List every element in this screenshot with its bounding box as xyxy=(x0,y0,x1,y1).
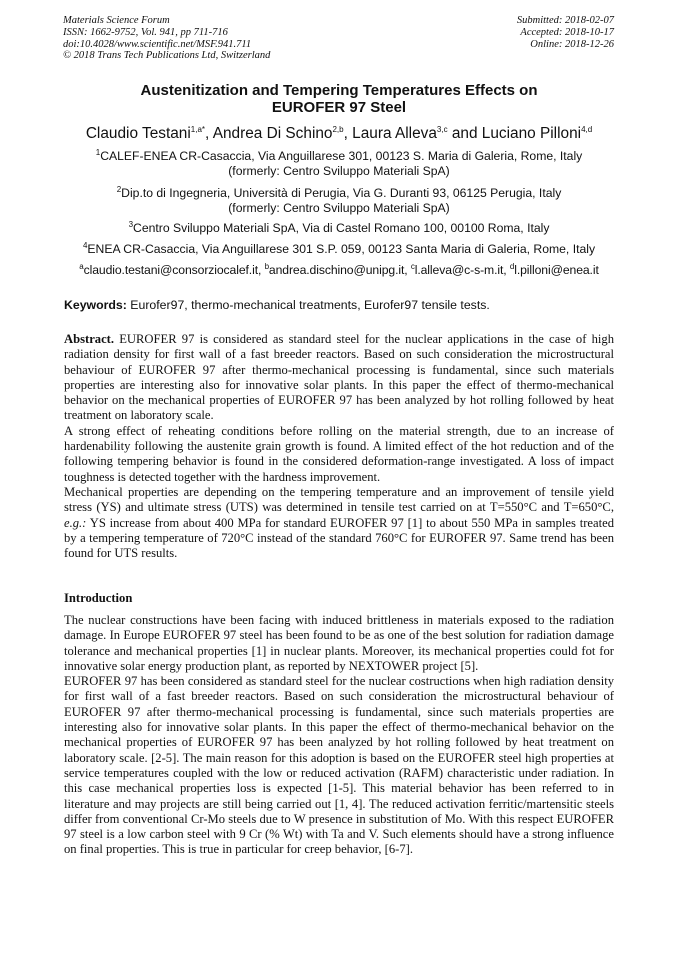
title-line-2: EUROFER 97 Steel xyxy=(271,99,407,116)
affiliation-sup: 3 xyxy=(128,219,134,229)
doi-line: doi:10.4028/www.scientific.net/MSF.941.711 xyxy=(63,38,252,50)
email-sup: b xyxy=(264,261,269,271)
email-list xyxy=(40,263,638,278)
section-heading: Introduction xyxy=(64,591,133,605)
issn-line: ISSN: 1662-9752, Vol. 941, pp 711-716 xyxy=(63,26,228,38)
submission-dates xyxy=(517,15,614,50)
affiliation-1 xyxy=(40,149,638,179)
author-name: Laura Alleva xyxy=(352,125,437,142)
keywords-label: Keywords: xyxy=(64,298,127,312)
email-address: andrea.dischino@unipg.it, xyxy=(268,263,411,277)
email-address: l.pilloni@enea.it xyxy=(514,263,599,277)
keywords xyxy=(64,298,614,313)
abstract-paragraph: A strong effect of reheating conditions before rolling on the material strength, due to an increase of hardenability following the austenite grain growth is found. A limited effect of the hot reduction and of the following tempering behavior is found in the considered deformation-range investigated. A loss of impact toughness is detected together with the hardness improvement. xyxy=(64,423,614,484)
affiliation-line: Dip.to di Ingegneria, Università di Perugia, Via G. Duranti 93, 06125 Perugia, Italy xyxy=(121,186,562,200)
author-sup: 1,a* xyxy=(190,124,205,134)
author-sep: , xyxy=(343,125,353,142)
author-sup: 3,c xyxy=(436,124,448,134)
introduction-body xyxy=(64,613,614,858)
affiliation-sup: 2 xyxy=(116,184,122,194)
online-date: Online: 2018-12-26 xyxy=(530,38,614,50)
email-sup: c xyxy=(410,261,415,271)
intro-paragraph: EUROFER 97 has been considered as standard steel for the nuclear costructions when high radiation density for first wall of a fast breeder reactors. Based on such consideration the microstructural behaviour of EUROFER 97 after thermo-mechanical processing is fundamental, since such materials properties are interesting also for innovative solar plants. In this paper the effect of thermo-mechanical behavior on the mechanical properties of EUROFER 97 has been analyzed by hot rolling followed by heat treatment on laboratory scale. [2-5]. The main reason for this adoption is based on the EUROFER steel high properties at service temperatures coupled with the low or reduced activation (RAFM) characteristic under radiation. In this case mechanical properties loss is expected [1-5]. This material behavior has been referred to in literature and may projects are still being carried out [1, 4]. The reduced activation ferritic/martensitic steels differ from conventional Cr-Mo steels due to W presence in substitution of Mo. With this respect EUROFER 97 steel is a low carbon steel with 9 Cr (% Wt) with Ta and V. Such elements should have a strong influence on final properties. This is true in particular for creep behavior, [6-7]. xyxy=(64,674,614,857)
affiliation-line: Centro Sviluppo Materiali SpA, Via di Castel Romano 100, 00100 Roma, Italy xyxy=(133,221,550,235)
author-list xyxy=(40,124,638,143)
abstract xyxy=(64,332,614,561)
abstract-paragraph: Mechanical properties are depending on the tempering temperature and an improvement of tensile yield stress (YS) and ultimate stress (UTS) was determined in tensile test carried on at T=550°C and T=650°C, e.g.: YS increase from about 400 MPa for standard EUROFER 97 [1] to about 550 MPa in samples treated by a tempering temperature of 720°C instead of the standard 760°C for EUROFER 97. Same trend has been found for UTS results. xyxy=(64,484,614,561)
abstract-paragraph: Abstract. EUROFER 97 is considered as standard steel for the nuclear applications in the case of high radiation density for first wall of a fast breeder reactors. Based on such consideration the microstructural behaviour of EUROFER 97 after thermo-mechanical processing is fundamental, since such materials properties are interesting also for innovative solar plants. In this paper the effect of thermo-mechanical behavior on the mechanical properties of EUROFER 97 has been analyzed by hot rolling followed by heat treatment on laboratory scale. xyxy=(64,332,614,423)
affiliation-sup: 4 xyxy=(82,240,88,250)
keywords-text: Eurofer97, thermo-mechanical treatments, Eurofer97 tensile tests. xyxy=(126,298,490,312)
affiliation-sup: 1 xyxy=(95,147,101,157)
affiliation-3 xyxy=(40,221,638,236)
journal-info xyxy=(63,15,270,62)
affiliation-line: ENEA CR-Casaccia, Via Anguillarese 301 S.P. 059, 00123 Santa Maria di Galeria, Rome, Italy xyxy=(87,242,596,256)
affiliation-note: (formerly: Centro Sviluppo Materiali SpA) xyxy=(228,164,450,179)
abstract-label: Abstract. xyxy=(64,332,115,346)
title-line-1: Austenitization and Tempering Temperatures Effects on xyxy=(140,82,538,99)
intro-paragraph: The nuclear constructions have been facing with induced brittleness in materials exposed to the radiation damage. In Europe EUROFER 97 steel has been found to be as one of the best solution for radiation damage tolerance and mechanical properties [1] in nuclear plants. Moreover, its mechanical properties could fot for innovative solar energy production plant, as reported by NEXTOWER project [5]. xyxy=(64,613,614,673)
copyright-line: © 2018 Trans Tech Publications Ltd, Switzerland xyxy=(63,50,271,62)
author-name: Andrea Di Schino xyxy=(212,125,333,142)
author-name: Claudio Testani xyxy=(85,125,191,142)
affiliation-note: (formerly: Centro Sviluppo Materiali SpA) xyxy=(228,201,450,216)
journal-name: Materials Science Forum xyxy=(63,15,170,26)
email-address: claudio.testani@consorziocalef.it, xyxy=(83,263,265,277)
author-name: Luciano Pilloni xyxy=(481,125,582,142)
accepted-date: Accepted: 2018-10-17 xyxy=(520,26,614,38)
email-address: l.alleva@c-s-m.it, xyxy=(414,263,510,277)
paper-title xyxy=(50,82,628,116)
affiliation-4 xyxy=(40,242,638,257)
email-sup: d xyxy=(509,261,515,271)
author-sup: 2,b xyxy=(332,124,344,134)
author-sup: 4,d xyxy=(581,124,593,134)
email-sup: a xyxy=(79,261,84,271)
affiliation-2 xyxy=(40,186,638,216)
submitted-date: Submitted: 2018-02-07 xyxy=(516,15,614,26)
affiliation-line: CALEF-ENEA CR-Casaccia, Via Anguillarese 301, 00123 S. Maria di Galeria, Rome, Italy xyxy=(100,149,583,163)
author-sep: and xyxy=(447,125,482,142)
author-sep: , xyxy=(205,125,213,142)
